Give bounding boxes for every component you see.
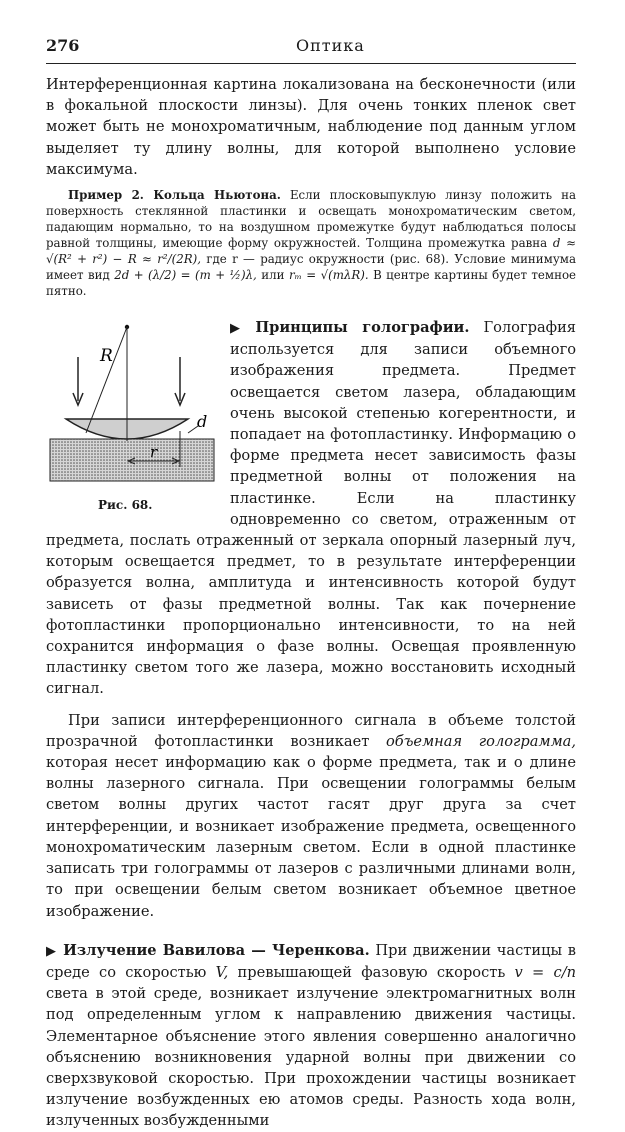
radius-line <box>86 327 127 433</box>
page <box>46 30 576 1132</box>
intro-paragraph: Интерференционная картина локализована на бесконечности (или в фокальной плоскости линзы). Для очень тонких пленок свет может быть не монохроматичным, наблюдение под данным углом выделяет ту длину волны, для которой выполнено условие максимума. <box>46 76 576 178</box>
label-R: R <box>100 346 113 367</box>
glass-plate <box>50 439 214 481</box>
formula-minimum: 2d + (λ/2) = (m + ½)λ, <box>114 268 257 283</box>
formula-thickness: d ≈ √(R² + r²) − R ≈ r²/(2R), <box>46 236 577 267</box>
triangle-marker-icon: ▶ <box>46 943 58 959</box>
page-number: 276 <box>46 36 80 55</box>
volume-hologram-paragraph: При записи интерференционного сигнала в объеме толстой прозрачной фотопластинки возникает объемная голограмма, которая несет информацию как о форме предмета, так и о длине волны лазерного сигнала. При освещении голограммы белым светом волны других частот гасят друг друга за счет интерференции, и возникает изображение предмета, освещенного монохроматическим лазерным светом. Если в одной пластинке записать три голограммы от лазеров с различными длинами волн, то при освещении белым светом возникает объемное цветное изображение. <box>46 711 577 920</box>
example-newton-rings: Пример 2. Кольца Ньютона. Если плосковыпуклую линзу положить на поверхность стеклянной пластинки и освещать монохроматическим светом, падающим нормально, то на воздушном промежутке будут наблюдаться полосы равной толщины, имеющие форму окружностей. Толщина промежутка равна d ≈ √(R² + r²) − R ≈ r²/(2R), где r — радиус окружности (рис. 68). Условие минимума имеет вид 2d + (λ/2) = (m + ½)λ, или rₘ = √(mλR). В центре картины будет темное пятно. <box>46 188 577 299</box>
formula-phase-velocity: v = c/n <box>514 963 577 981</box>
figure-68 <box>46 321 216 526</box>
formula-radius: rₘ = √(mλR). <box>288 268 369 283</box>
holography-text: Голография используется для записи объемного изображения предмета. Предмет освещается светом лазера, обладающим очень высокой степенью когерентности, и попадает на фотопластинку. Информацию о форме предмета несет зависимость фазы предметной волны от положения на пластинке. Если на пластинку одновременно со светом, отраженным от предмета, послать отраженный от зеркала опорный лазерный луч, которым освещается предмет, то в результате интерференции образуется волна, амплитуда и интенсивность которой будут зависеть от фазы предметной волны. Так как почернение фотопластинки пропорционально интенсивности, то на ней сохранится информация о фазе волны. Освещая проявленную пластинку светом того же лазера, можно восстановить исходный сигнал. <box>46 319 577 698</box>
example-title: Пример 2. Кольца Ньютона. <box>68 188 281 203</box>
label-r: r <box>150 443 158 462</box>
holography-heading: Принципы голографии. <box>255 319 470 337</box>
running-title: Оптика <box>296 36 365 55</box>
label-d: d <box>197 412 208 432</box>
cherenkov-heading: Излучение Вавилова — Черенкова. <box>63 941 370 959</box>
cherenkov-paragraph: ▶ Излучение Вавилова — Черенкова. При движении частицы в среде со скоростью V, превышающей фазовую скорость v = c/n света в этой среде, возникает излучение электромагнитных волн под определенным углом к направлению движения частицы. Элементарное объяснение этого явления совершенно аналогично объяснению возникновения ударной волны при движении со сверхзвуковой скоростью. При прохождении частицы возникает излучение возбужденных ею атомов среды. Разность хода волн, излученных возбужденными <box>46 941 577 1130</box>
newton-rings-diagram <box>46 321 216 491</box>
var-V: V, <box>215 963 229 981</box>
page-header <box>46 30 576 60</box>
term-volume-hologram: объемная голограмма, <box>386 732 577 750</box>
triangle-marker-icon: ▶ <box>230 321 250 337</box>
figure-caption: Рис. 68. <box>98 498 153 513</box>
section-holography <box>46 317 576 700</box>
header-rule <box>46 63 576 64</box>
